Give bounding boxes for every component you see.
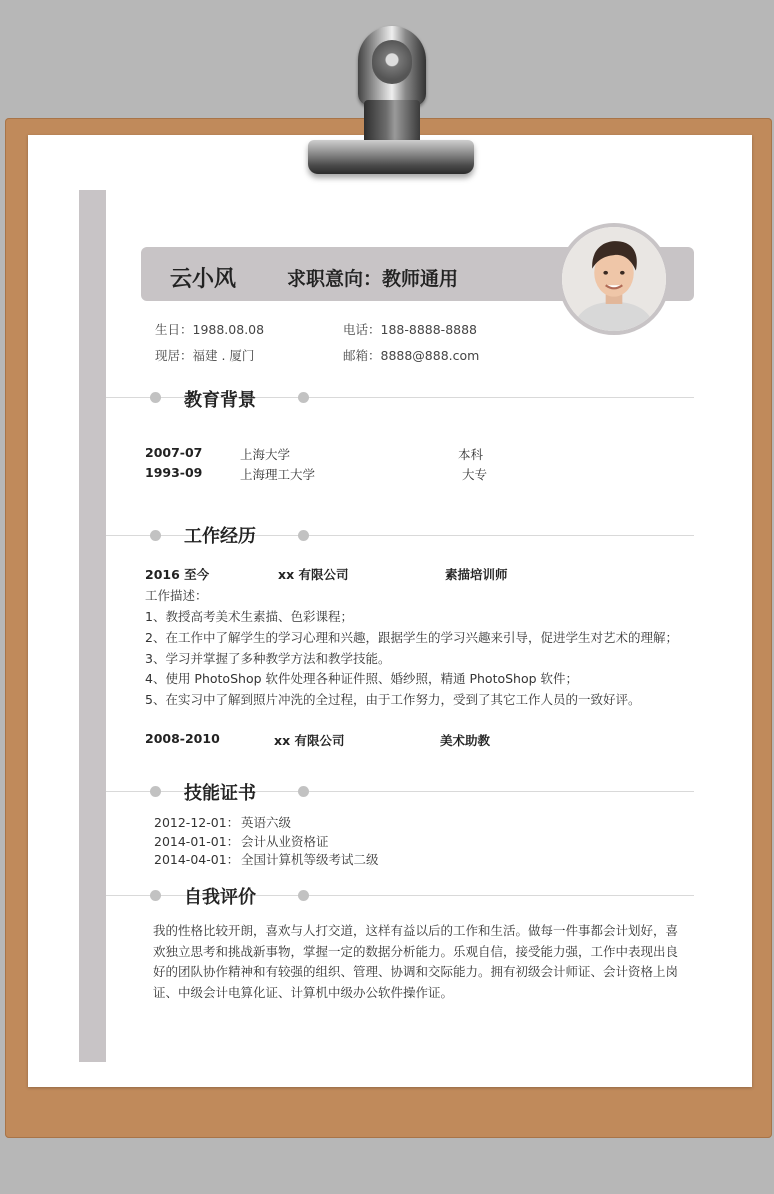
education-degree: 大专	[462, 467, 488, 482]
skill-name: 英语六级	[241, 815, 292, 830]
work-desc-item: 5、在实习中了解到照片冲洗的全过程，由于工作努力，受到了其它工作人员的一致好评。	[145, 692, 641, 707]
candidate-name: 云小风	[170, 267, 237, 292]
work-desc-item: 1、教授高考美术生素描、色彩课程；	[145, 609, 353, 624]
work-desc-item: 3、学习并掌握了多种教学方法和教学技能。	[145, 651, 391, 666]
job-intent: 求职意向：教师通用	[287, 268, 459, 290]
skill-date: 2014-01-01：	[154, 834, 240, 849]
section-title-education: 教育背景	[184, 390, 256, 411]
section-title-skills: 技能证书	[184, 783, 256, 804]
section-dot-icon	[150, 392, 161, 403]
section-dot-icon	[298, 786, 309, 797]
work-company: xx 有限公司	[274, 733, 345, 748]
work-role: 素描培训师	[445, 567, 508, 582]
education-school: 上海大学	[240, 447, 291, 462]
education-date: 2007-07	[145, 445, 203, 460]
skill-name: 全国计算机等级考试二级	[241, 852, 379, 867]
work-company: xx 有限公司	[278, 567, 349, 582]
section-dot-icon	[298, 890, 309, 901]
section-title-work: 工作经历	[184, 526, 256, 547]
binder-clip-icon	[300, 22, 480, 182]
section-title-self: 自我评价	[184, 887, 256, 908]
section-dot-icon	[298, 392, 309, 403]
education-degree: 本科	[458, 447, 484, 462]
work-desc-label: 工作描述：	[145, 588, 208, 603]
section-dot-icon	[298, 530, 309, 541]
phone-info: 电话：188-8888-8888	[343, 322, 478, 337]
education-date: 1993-09	[145, 465, 203, 480]
decorative-side-bar	[79, 190, 106, 1062]
birthday-info: 生日：1988.08.08	[155, 322, 265, 337]
email-info: 邮箱：8888@888.com	[343, 348, 480, 363]
section-dot-icon	[150, 530, 161, 541]
skill-name: 会计从业资格证	[241, 834, 329, 849]
work-desc-item: 4、使用 PhotoShop 软件处理各种证件照、婚纱照，精通 PhotoShop 软件；	[145, 671, 579, 686]
skill-date: 2014-04-01：	[154, 852, 240, 867]
section-dot-icon	[150, 786, 161, 797]
self-evaluation-text: 我的性格比较开朗，喜欢与人打交道，这样有益以后的工作和生活。做每一件事都会计划好，喜欢独立思考和挑战新事物，掌握一定的数据分析能力。乐观自信，接受能力强，工作中表现出良好的团队协作精神和有较强的组织、管理、协调和交际能力。拥有初级会计师证、会计资格上岗证、中级会计电算化证、计算机中级办公软件操作证。	[153, 923, 679, 1000]
skill-date: 2012-12-01：	[154, 815, 240, 830]
work-desc-item: 2、在工作中了解学生的学习心理和兴趣，跟据学生的学习兴趣来引导，促进学生对艺术的理解；	[145, 630, 678, 645]
work-date: 2016 至今	[145, 567, 210, 582]
avatar-portrait-icon	[562, 227, 666, 331]
section-dot-icon	[150, 890, 161, 901]
work-role: 美术助教	[440, 733, 491, 748]
residence-info: 现居：福建 . 厦门	[155, 348, 255, 363]
avatar	[558, 223, 670, 335]
work-date: 2008-2010	[145, 731, 220, 746]
education-school: 上海理工大学	[240, 467, 316, 482]
